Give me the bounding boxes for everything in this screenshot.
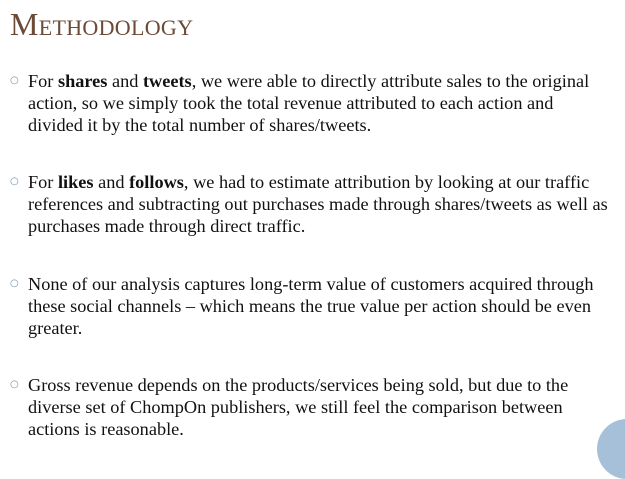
- bullet-item: [10, 374, 610, 440]
- bullet-text-segment: , we were able to directly attribute sales to the original action, so we simply took the total revenue attributed to each action and divided it by the total number of shares/tweets.: [28, 71, 590, 135]
- bullet-item: [10, 273, 610, 339]
- slide-title: Methodology: [10, 6, 194, 42]
- bullet-bold-term: tweets: [142, 71, 192, 91]
- bullet-text: [28, 171, 610, 237]
- bullet-item: [10, 70, 610, 136]
- bullet-text-segment: and: [107, 71, 143, 91]
- bullet-text-segment: For: [28, 172, 58, 192]
- bullet-text: [28, 70, 610, 136]
- ring-bullet-icon: ○: [10, 75, 19, 86]
- bullet-text: None of our analysis captures long-term value of customers acquired through these social channels – which means the true value per action should be even greater.: [28, 274, 594, 338]
- bullet-text: Gross revenue depends on the products/services being sold, but due to the diverse set of ChompOn publishers, we still feel the comparison between actions is reasonable.: [28, 375, 569, 439]
- bullet-bold-term: likes: [57, 172, 94, 192]
- bullet-text-segment: and: [93, 172, 130, 192]
- ring-bullet-icon: ○: [10, 278, 19, 289]
- ring-bullet-icon: ○: [10, 379, 19, 390]
- bullet-bold-term: shares: [57, 71, 108, 91]
- bullet-item: [10, 171, 610, 237]
- ring-bullet-icon: ○: [10, 176, 19, 187]
- bullet-text-segment: , we had to estimate attribution by looking at our traffic references and subtracting out purchases made through shares/tweets as well as purchases made through direct traffic.: [28, 172, 608, 236]
- bullet-bold-term: follows: [129, 172, 184, 192]
- bullet-text-segment: For: [28, 71, 58, 91]
